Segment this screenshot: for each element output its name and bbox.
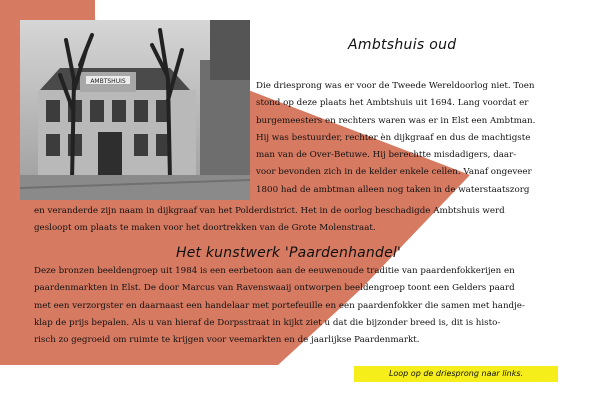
text-line: stond op deze plaats het Ambtshuis uit 1694. Lang voordat er	[256, 98, 529, 109]
text-line: gesloopt om plaats te maken voor het doortrekken van de Grote Molenstraat.	[34, 223, 376, 234]
photo-sign-text: AMBTSHUIS	[90, 78, 126, 85]
ambtshuis-text-bottom	[34, 203, 505, 238]
section-title-ambtshuis: Ambtshuis oud	[348, 37, 457, 53]
text-line: 1800 had de ambtman alleen nog taken in de waterstaatszorg	[256, 184, 530, 195]
direction-callout: Loop op de driesprong naar links.	[354, 366, 558, 382]
text-line: Hij was bestuurder, rechter èn dijkgraaf en dus de machtigste	[256, 132, 531, 143]
ambtshuis-text-top	[256, 78, 535, 199]
text-line: burgemeesters en rechters waren was er in Elst een Ambtman.	[256, 115, 536, 126]
text-line: en veranderde zijn naam in dijkgraaf van het Polderdistrict. Het in de oorlog beschadigde Ambtshuis werd	[34, 206, 505, 216]
section-title-paardenhandel: Het kunstwerk 'Paardenhandel'	[176, 245, 402, 261]
paardenhandel-text	[34, 263, 525, 349]
text-line: met een verzorgster en daarnaast een handelaar met portefeuille en een paardenfokker die samen met handje-	[34, 300, 525, 311]
ambtshuis-photo	[20, 20, 250, 200]
text-line: risch zo gegroeid om ruimte te krijgen voor veemarkten en de jaarlijkse Paardenmarkt.	[34, 335, 420, 346]
text-line: voor bevonden zich in de kelder enkele cellen. Vanaf ongeveer	[256, 167, 532, 178]
text-line: paardenmarkten in Elst. De door Marcus van Ravenswaaij ontworpen beeldengroep toont een Gelders paard	[34, 283, 515, 294]
text-line: Deze bronzen beeldengroep uit 1984 is een eerbetoon aan de eeuwenoude traditie van paardenfokkerijen en	[34, 266, 515, 276]
text-line: klap de prijs bepalen. Als u van hieraf de Dorpsstraat in kijkt ziet u dat die bijzonder breed is, dit is histo-	[34, 317, 501, 328]
text-line: man van de Over-Betuwe. Hij berechtte misdadigers, daar-	[256, 150, 517, 161]
text-line: Die driesprong was er voor de Tweede Wereldoorlog niet. Toen	[256, 81, 535, 91]
